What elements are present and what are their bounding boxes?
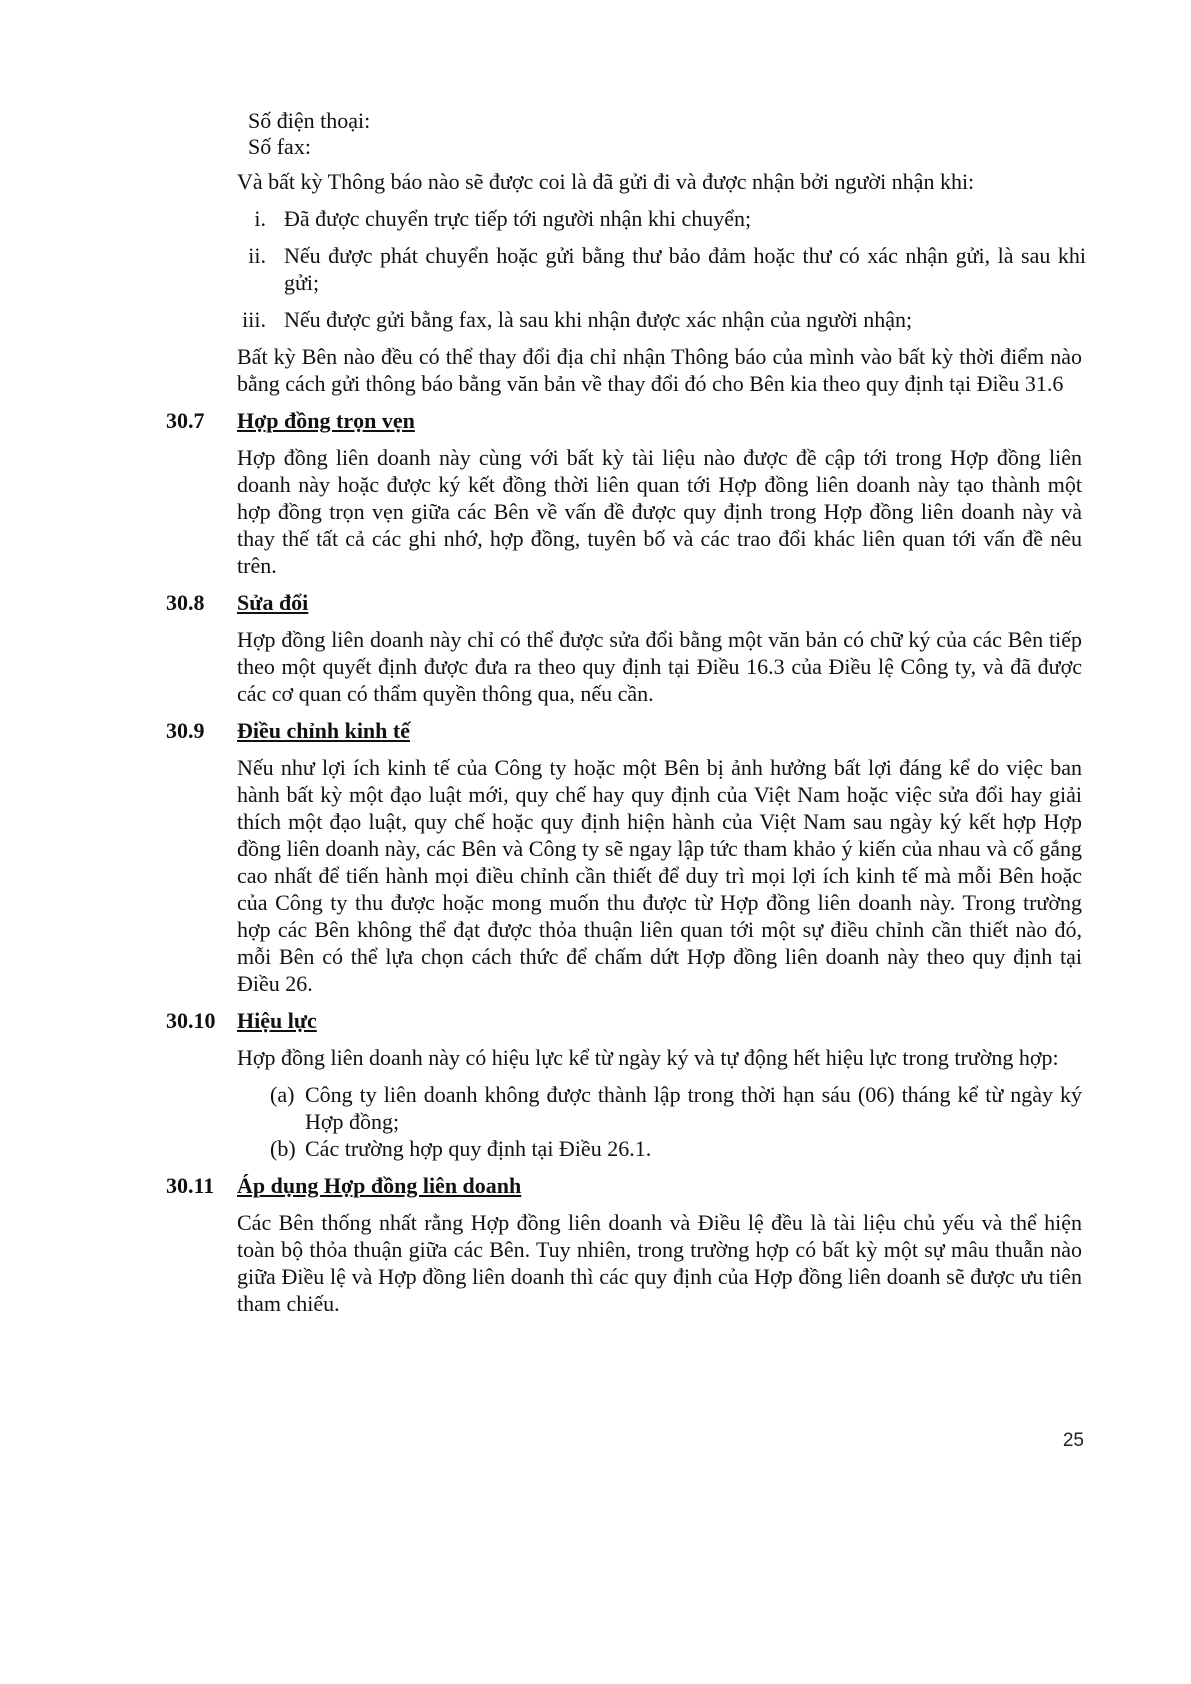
section-body: Hợp đồng liên doanh này có hiệu lực kể từ ngày ký và tự động hết hiệu lực trong trường hợp:	[237, 1045, 1059, 1070]
section-number: 30.11	[166, 1173, 215, 1198]
section-title: Hợp đồng trọn vẹn	[237, 408, 415, 433]
section-number: 30.9	[166, 718, 205, 743]
section-number: 30.7	[166, 408, 205, 433]
notice-intro: Và bất kỳ Thông báo nào sẽ được coi là đã gửi đi và được nhận bởi người nhận khi:	[237, 169, 975, 194]
list-item-label: (a)	[270, 1082, 295, 1107]
list-item-text: Nếu được phát chuyển hoặc gửi bằng thư bảo đảm hoặc thư có xác nhận gửi, là sau khi gửi;	[284, 243, 1086, 295]
section-body: Các Bên thống nhất rằng Hợp đồng liên doanh và Điều lệ đều là tài liệu chủ yếu và thể hiện toàn bộ thỏa thuận giữa các Bên. Tuy nhiên, trong trường hợp có bất kỳ một sự mâu thuẫn nào giữa Điều lệ và Hợp đồng liên doanh thì các quy định của Hợp đồng liên doanh sẽ được ưu tiên tham chiếu.	[237, 1210, 1082, 1316]
list-item-label: ii.	[248, 243, 266, 268]
section-body: Hợp đồng liên doanh này cùng với bất kỳ tài liệu nào được đề cập tới trong Hợp đồng liên doanh này hoặc được ký kết đồng thời liên quan tới Hợp đồng liên doanh này tạo thành một hợp đồng trọn vẹn giữa các Bên về vấn đề được quy định trong Hợp đồng liên doanh này và thay thế tất cả các ghi nhớ, hợp đồng, tuyên bố và các trao đổi khác liên quan tới vấn đề nêu trên.	[237, 445, 1082, 578]
list-item-text: Các trường hợp quy định tại Điều 26.1.	[305, 1136, 652, 1161]
list-item-text: Nếu được gửi bằng fax, là sau khi nhận được xác nhận của người nhận;	[284, 307, 913, 332]
list-item	[222, 205, 1086, 232]
section-body: Hợp đồng liên doanh này chỉ có thể được sửa đổi bằng một văn bản có chữ ký của các Bên tiếp theo một quyết định được đưa ra theo quy định tại Điều 16.3 của Điều lệ Công ty, và đã được các cơ quan có thẩm quyền thông qua, nếu cần.	[237, 627, 1082, 706]
section-number: 30.8	[166, 590, 205, 615]
list-item	[222, 242, 1086, 296]
section-title: Điều chỉnh kinh tế	[237, 718, 410, 743]
list-item-text: Đã được chuyển trực tiếp tới người nhận khi chuyển;	[284, 206, 752, 231]
notice-closing: Bất kỳ Bên nào đều có thể thay đổi địa chỉ nhận Thông báo của mình vào bất kỳ thời điểm nào bằng cách gửi thông báo bằng văn bản về thay đổi đó cho Bên kia theo quy định tại Điều 31.6	[237, 344, 1082, 396]
section-heading	[166, 589, 1086, 616]
list-item-label: i.	[254, 206, 266, 231]
section-heading	[166, 1007, 1086, 1034]
list-item-text: Công ty liên doanh không được thành lập trong thời hạn sáu (06) tháng kể từ ngày ký Hợp đồng;	[305, 1082, 1082, 1134]
list-item-label: (b)	[270, 1136, 296, 1161]
section-number: 30.10	[166, 1008, 216, 1033]
list-item	[270, 1135, 1082, 1162]
list-item	[270, 1081, 1082, 1135]
section-title: Hiệu lực	[237, 1008, 317, 1033]
phone-label: Số điện thoại:	[248, 108, 371, 133]
section-title: Sửa đổi	[237, 590, 309, 615]
section-title: Áp dụng Hợp đồng liên doanh	[237, 1173, 522, 1198]
section-heading	[166, 717, 1086, 744]
list-item-label: iii.	[242, 307, 266, 332]
section-heading	[166, 407, 1086, 434]
page-number: 25	[1062, 1430, 1084, 1451]
fax-label: Số fax:	[248, 134, 311, 159]
page-content	[166, 108, 1086, 1317]
section-body: Nếu như lợi ích kinh tế của Công ty hoặc một Bên bị ảnh hưởng bất lợi đáng kể do việc ban hành bất kỳ một đạo luật mới, quy chế hay quy định của Việt Nam hoặc việc sửa đổi hay giải thích một đạo luật, quy chế hoặc quy định hiện hành của Việt Nam sau ngày ký kết hợp Hợp đồng liên doanh này, các Bên và Công ty sẽ ngay lập tức tham khảo ý kiến của nhau và cố gắng cao nhất để tiến hành mọi điều chỉnh cần thiết để duy trì mọi lợi ích kinh tế mà mỗi Bên hoặc của Công ty thu được hoặc mong muốn thu được từ Hợp đồng liên doanh này. Trong trường hợp các Bên không thể đạt được thỏa thuận liên quan tới một sự điều chỉnh cần thiết nào đó, mỗi Bên có thể lựa chọn cách thức để chấm dứt Hợp đồng liên doanh này theo quy định tại Điều 26.	[237, 755, 1082, 996]
list-item	[222, 306, 1086, 333]
section-heading	[166, 1172, 1086, 1199]
